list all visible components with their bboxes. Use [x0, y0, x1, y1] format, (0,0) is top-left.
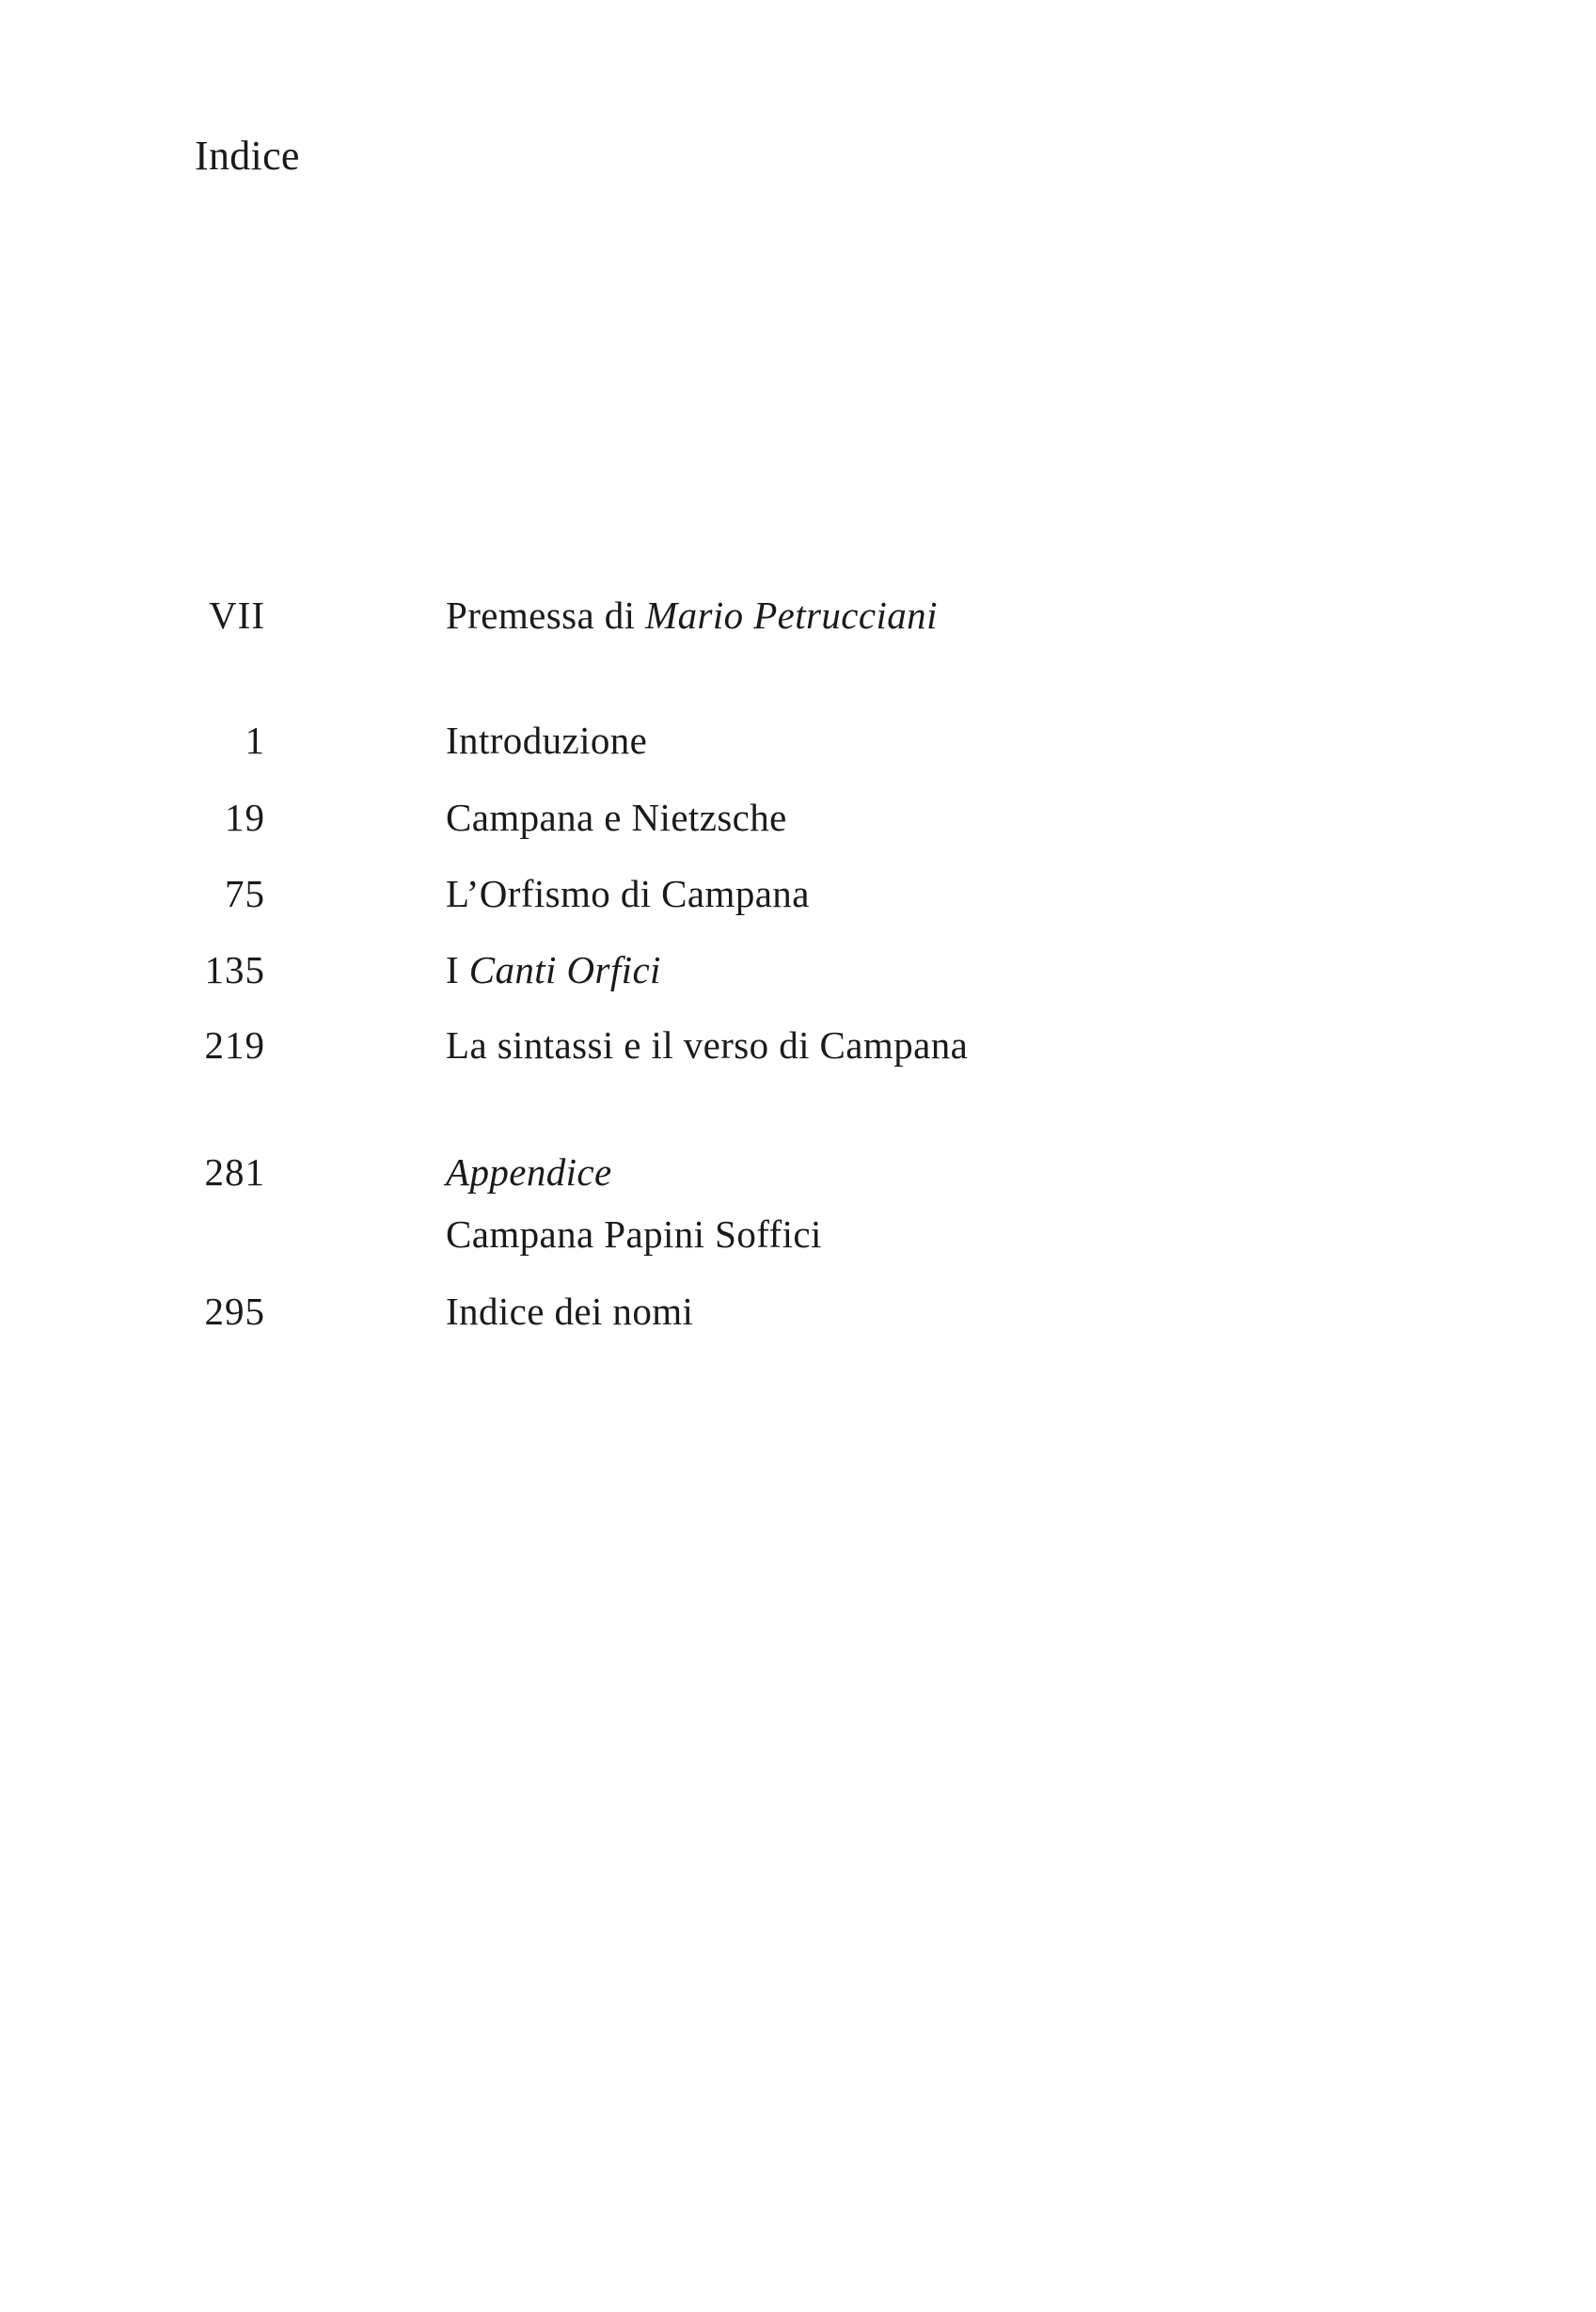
toc-title-italic: Appendice — [446, 1150, 612, 1194]
page-title: Indice — [195, 133, 300, 179]
toc-title-text: Campana e Nietzsche — [446, 796, 787, 839]
toc-page-number: 75 — [225, 872, 265, 915]
toc-title-text: I — [446, 948, 469, 991]
toc-title-text: La sintassi e il verso di Campana — [446, 1023, 969, 1067]
toc-entry-title — [446, 796, 787, 839]
toc-page-number: 281 — [204, 1150, 265, 1194]
toc-title-text: Introduzione — [446, 719, 648, 762]
toc-entry-title — [446, 1150, 612, 1194]
toc-page-number: 295 — [204, 1290, 265, 1333]
toc-entry-title — [446, 872, 810, 915]
toc-entry-title — [446, 1023, 969, 1067]
toc-page-number: VII — [209, 594, 265, 637]
toc-entry-subtitle: Campana Papini Soffici — [446, 1212, 822, 1256]
toc-entry-title — [446, 1292, 693, 1331]
toc-entry-title — [446, 596, 938, 635]
toc-page-number: 219 — [204, 1023, 265, 1067]
toc-title-italic: Mario Petrucciani — [645, 594, 938, 637]
toc-entry-title — [446, 948, 661, 991]
toc-title-italic: Canti Orfici — [468, 948, 661, 991]
toc-page-number: 135 — [204, 948, 265, 991]
toc-title-text: Indice dei nomi — [446, 1290, 694, 1333]
toc-title-text: L’Orfismo di Campana — [446, 872, 810, 915]
toc-page-number: 1 — [245, 719, 265, 762]
toc-title-text: Premessa di — [446, 594, 646, 637]
toc-page-number: 19 — [225, 796, 265, 839]
toc-entry-title — [446, 721, 647, 760]
